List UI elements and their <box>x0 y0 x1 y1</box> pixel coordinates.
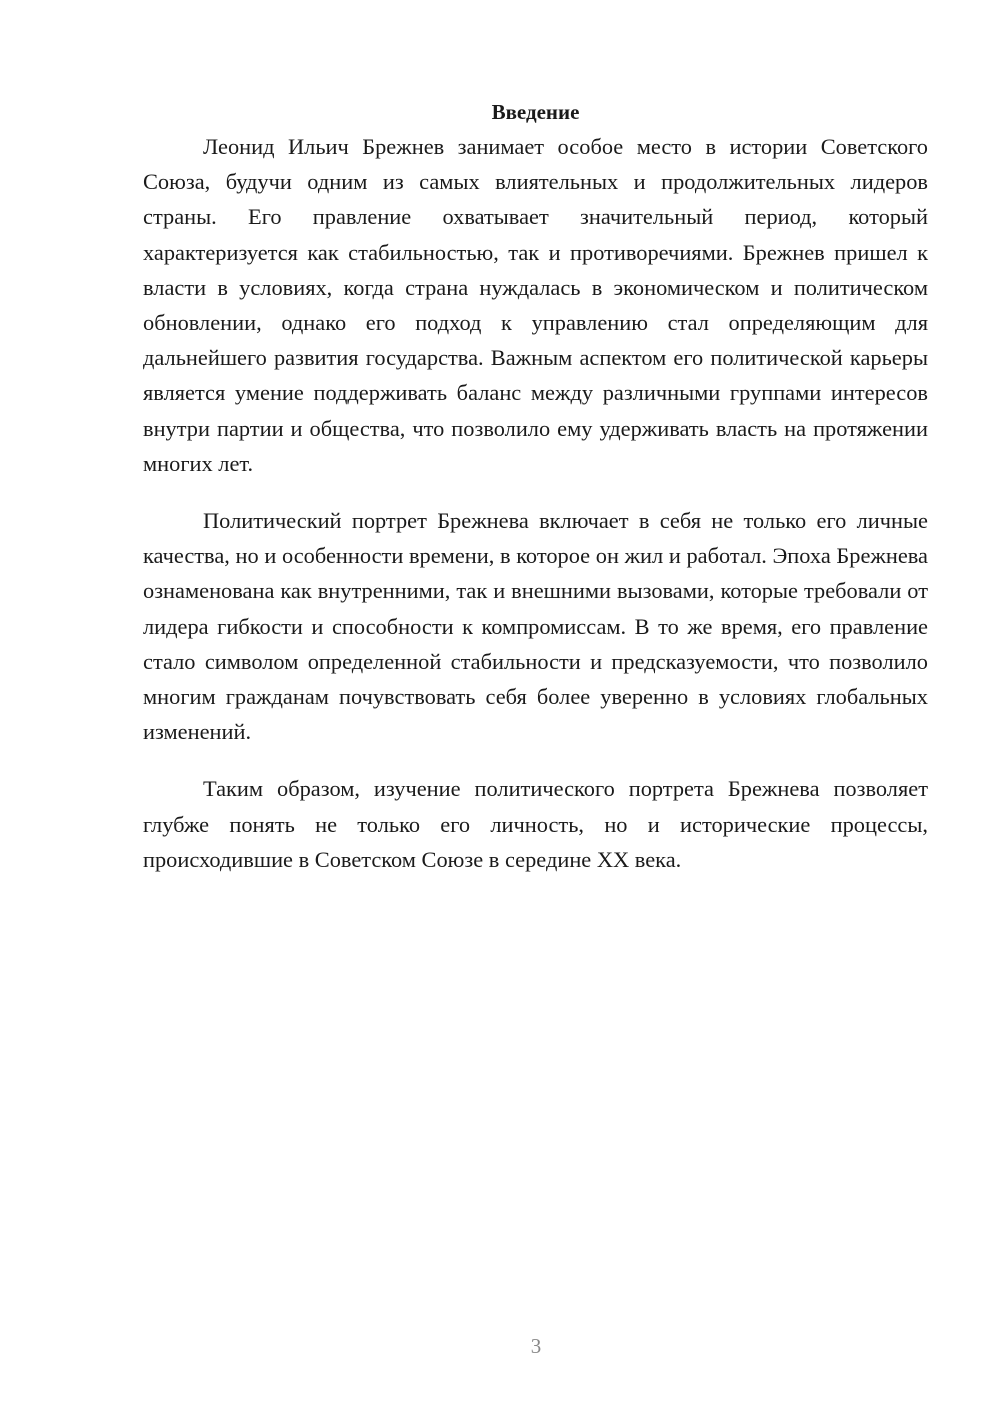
page-number: 3 <box>530 1334 542 1358</box>
page-content <box>143 95 928 877</box>
paragraph-portrait: Политический портрет Брежнева включает в себя не только его личные качества, но и особенности времени, в которое он жил и работал. Эпоха Брежнева ознаменована как внутренними, так и внешними вызовами, которые требовали от лидера гибкости и способности к компромиссам. В то же время, его правление стало символом определенной стабильности и предсказуемости, что позволило многим гражданам почувствовать себя более уверенно в условиях глобальных изменений. <box>143 508 928 745</box>
paragraph-conclusion: Таким образом, изучение политического портрета Брежнева позволяет глубже понять не только его личность, но и исторические процессы, происходившие в Советском Союзе в середине XX века. <box>143 776 928 872</box>
paragraph-intro: Леонид Ильич Брежнев занимает особое место в истории Советского Союза, будучи одним из самых влиятельных и продолжительных лидеров страны. Его правление охватывает значительный период, который характеризуется как стабильностью, так и противоречиями. Брежнев пришел к власти в условиях, когда страна нуждалась в экономическом и политическом обновлении, однако его подход к управлению стал определяющим для дальнейшего развития государства. Важным аспектом его политической карьеры является умение поддерживать баланс между различными группами интересов внутри партии и общества, что позволило ему удерживать власть на протяжении многих лет. <box>143 134 928 476</box>
section-heading: Введение <box>491 100 580 124</box>
